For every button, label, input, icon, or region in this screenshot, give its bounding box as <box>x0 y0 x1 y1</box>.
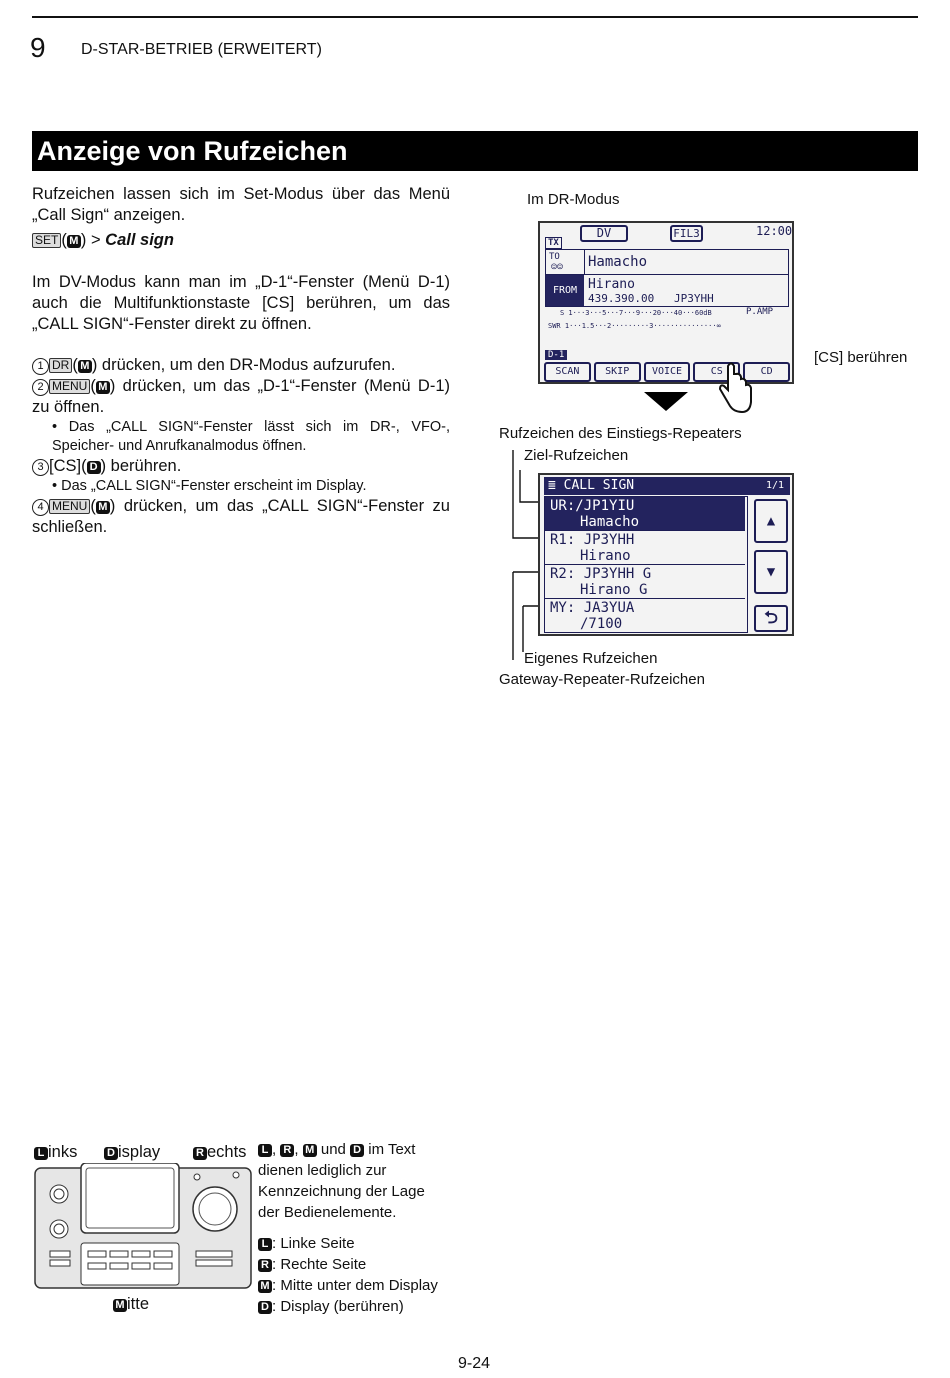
skip-button[interactable]: SKIP <box>594 362 641 382</box>
legend-item: M : Mitte unter dem Display <box>258 1275 438 1296</box>
legend-middle: M itte <box>113 1295 149 1314</box>
list-item[interactable]: MY: JA3YUA /7100 <box>550 600 635 632</box>
legend-left: L inks <box>34 1143 77 1162</box>
badge-m: M <box>96 381 110 394</box>
callsign-title-bar <box>544 477 790 495</box>
callsign-list <box>544 496 748 633</box>
dr-key: DR <box>49 358 72 373</box>
badge-d: D <box>87 461 101 474</box>
down-triangle-icon: ▼ <box>766 564 776 580</box>
hand-pointer-icon <box>718 362 754 414</box>
return-icon: ⮌ <box>764 608 778 628</box>
step-number: 4 <box>32 499 49 516</box>
frequency: 439.390.00 <box>588 292 655 305</box>
menu-item: Call sign <box>105 231 174 249</box>
legend-display: D isplay <box>104 1143 160 1162</box>
step-text: ) drücken, um den DR-Modus aufzurufen. <box>91 356 396 374</box>
step-3: 3 [CS]( D ) berühren. <box>32 456 450 477</box>
swr-scale: SWR 1···1.5···2·········3···············∞ <box>548 322 721 330</box>
step-2-note: • Das „CALL SIGN“-Fenster lässt sich im DR-, VFO-, Speicher- und Anrufkanalmodus öffnen. <box>52 419 450 454</box>
menu-key: MENU <box>49 379 90 394</box>
page-indicator: 1/1 <box>765 480 784 491</box>
step-number: 1 <box>32 358 49 375</box>
mode-label: Im DR-Modus <box>527 191 620 208</box>
scroll-down-button[interactable] <box>754 550 788 594</box>
voice-button[interactable]: VOICE <box>644 362 691 382</box>
dv-paragraph: Im DV-Modus kann man im „D-1“-Fenster (Menü D-1) auch die Multifunktionstaste [CS] berühren, um das „CALL SIGN“-Fenster direkt zu öffnen. <box>32 273 450 333</box>
badge-m: M <box>96 501 110 514</box>
to-name: Hamacho <box>588 254 648 270</box>
s-meter-scale: S 1···3···5···7···9···20···40···60dB <box>560 309 712 317</box>
step-4: 4 MENU ( M ) drücken, um das „CALL SIGN“-Fenster zu schließen. <box>32 497 450 536</box>
menu-icon: ≣ <box>548 478 564 493</box>
scroll-up-button[interactable] <box>754 499 788 543</box>
step-1: 1 DR ( M ) drücken, um den DR-Modus aufzurufen. <box>32 355 450 376</box>
legend-item: L : Linke Seite <box>258 1233 355 1254</box>
callsign-title: CALL SIGN <box>563 478 635 493</box>
chapter-number: 9 <box>30 32 46 63</box>
step-text: ) drücken, um das „D-1“-Fenster (Menü D-1) zu öffnen. <box>32 377 450 416</box>
dr-mode-screen <box>538 221 794 384</box>
step-2: 2 MENU ( M ) drücken, um das „D-1“-Fenster (Menü D-1) zu öffnen. <box>32 377 450 416</box>
gateway-label: Gateway-Repeater-Rufzeichen <box>499 671 705 688</box>
from-name: Hirano <box>588 277 635 292</box>
cs-key: [CS] <box>49 457 82 475</box>
to-label: TO <box>549 252 560 262</box>
clock: 12:00 <box>756 224 793 238</box>
scan-button[interactable]: SCAN <box>544 362 591 382</box>
up-triangle-icon: ▲ <box>766 513 776 529</box>
badge-m: M <box>67 235 81 248</box>
divider <box>584 250 585 274</box>
menu-path: SET ( M ) > Call sign <box>32 230 450 251</box>
list-item[interactable]: UR:/JP1YIU Hamacho <box>545 497 745 531</box>
menu-key: MENU <box>49 499 90 514</box>
path-separator: > <box>90 231 101 249</box>
people-icon: ☺☺ <box>551 262 564 273</box>
filter-button[interactable]: FIL3 <box>670 225 703 242</box>
from-call: JP3YHH <box>674 292 714 305</box>
access-repeater-label: Rufzeichen des Einstiegs-Repeaters <box>499 425 742 442</box>
cs-touch-label: [CS] berühren <box>814 349 908 366</box>
step-3-note: • Das „CALL SIGN“-Fenster erscheint im Display. <box>52 478 367 494</box>
header-rule <box>32 16 918 18</box>
back-button[interactable] <box>754 605 788 632</box>
dv-button[interactable]: DV <box>580 225 628 242</box>
from-label: FROM <box>546 275 584 306</box>
cs-button[interactable]: CS <box>693 362 740 382</box>
chapter-title: D-STAR-BETRIEB (ERWEITERT) <box>81 41 322 58</box>
step-number: 3 <box>32 459 49 476</box>
own-callsign-label: Eigenes Rufzeichen <box>524 650 658 667</box>
down-arrow-icon <box>644 392 688 411</box>
window-tag: D-1 <box>545 350 567 360</box>
badge-m: M <box>78 360 92 373</box>
set-key: SET <box>32 233 61 248</box>
callsign-screen <box>538 473 794 636</box>
list-item[interactable]: R1: JP3YHH Hirano <box>545 531 745 565</box>
step-text: ) berühren. <box>100 457 182 475</box>
section-title: Anzeige von Rufzeichen <box>32 131 918 171</box>
intro-paragraph: Rufzeichen lassen sich im Set-Modus über das Menü „Call Sign“ anzeigen. <box>32 185 450 224</box>
pamp-indicator: P.AMP <box>746 307 774 317</box>
cd-button[interactable]: CD <box>743 362 790 382</box>
page-number: 9-24 <box>458 1355 491 1372</box>
call-panel <box>545 249 789 307</box>
radio-front-panel-icon <box>34 1163 252 1293</box>
step-text: ) drücken, um das „CALL SIGN“-Fenster zu schließen. <box>32 497 450 536</box>
legend-right: R echts <box>193 1143 246 1162</box>
legend-intro: L , R , M und D im Text dienen lediglich zur Kennzeichnung der Lage der Bedienelemente. <box>258 1141 425 1221</box>
list-item[interactable]: R2: JP3YHH G Hirano G <box>545 565 745 599</box>
legend-item: R : Rechte Seite <box>258 1254 366 1275</box>
step-number: 2 <box>32 379 49 396</box>
tx-indicator: TX <box>545 237 562 249</box>
destination-label: Ziel-Rufzeichen <box>524 447 629 464</box>
legend-item: D : Display (berühren) <box>258 1296 404 1317</box>
